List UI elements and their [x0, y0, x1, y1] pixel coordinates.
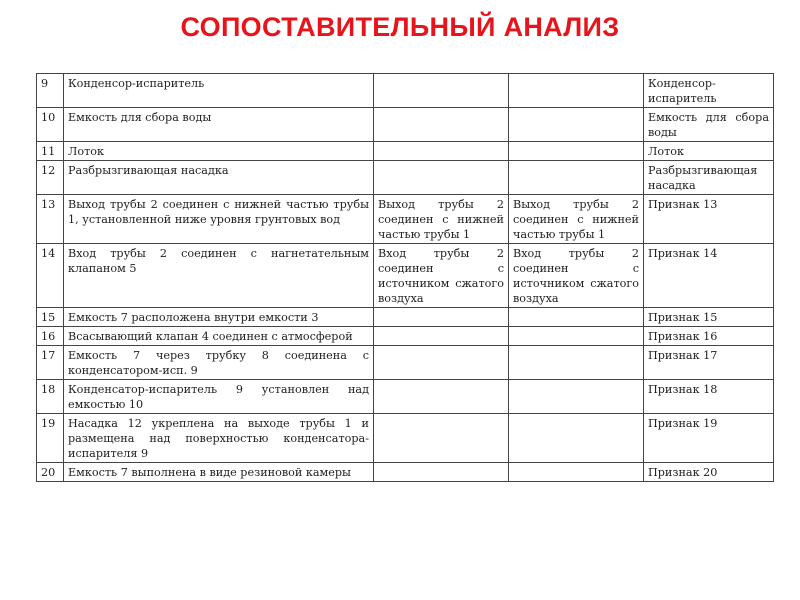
- analog-2-cell: [509, 161, 644, 195]
- analog-1-cell: [374, 308, 509, 327]
- feature-cell: Насадка 12 укреплена на выходе трубы 1 и размещена над поверхностью конденсатора-испарителя 9: [64, 414, 374, 463]
- table-row: [37, 244, 774, 308]
- analog-1-cell: [374, 346, 509, 380]
- sign-cell: Признак 20: [644, 463, 774, 482]
- sign-cell: Емкость для сбора воды: [644, 108, 774, 142]
- analog-2-cell: [509, 463, 644, 482]
- feature-cell: Конденсор-испаритель: [64, 74, 374, 108]
- table-row: [37, 161, 774, 195]
- table-row: [37, 414, 774, 463]
- analog-1-cell: [374, 142, 509, 161]
- row-number-cell: 13: [37, 195, 64, 244]
- feature-cell: Емкость 7 через трубку 8 соединена с конденсатором-исп. 9: [64, 346, 374, 380]
- analog-1-cell: [374, 161, 509, 195]
- analog-1-cell: [374, 108, 509, 142]
- row-number-cell: 17: [37, 346, 64, 380]
- feature-cell: Емкость 7 выполнена в виде резиновой камеры: [64, 463, 374, 482]
- feature-cell: Выход трубы 2 соединен с нижней частью трубы 1, установленной ниже уровня грунтовых вод: [64, 195, 374, 244]
- sign-cell: Признак 14: [644, 244, 774, 308]
- table-row: [37, 308, 774, 327]
- table-row: [37, 74, 774, 108]
- table-row: [37, 195, 774, 244]
- sign-cell: Разбрызгивающая насадка: [644, 161, 774, 195]
- analog-1-cell: Вход трубы 2 соединен с источником сжатого воздуха: [374, 244, 509, 308]
- analog-2-cell: [509, 414, 644, 463]
- slide-title: СОПОСТАВИТЕЛЬНЫЙ АНАЛИЗ: [180, 12, 620, 42]
- sign-cell: Признак 18: [644, 380, 774, 414]
- sign-cell: Признак 17: [644, 346, 774, 380]
- row-number-cell: 19: [37, 414, 64, 463]
- analog-2-cell: Вход трубы 2 соединен с источником сжатого воздуха: [509, 244, 644, 308]
- table-row: [37, 346, 774, 380]
- feature-cell: Конденсатор-испаритель 9 установлен над емкостью 10: [64, 380, 374, 414]
- sign-cell: Признак 19: [644, 414, 774, 463]
- sign-cell: Признак 16: [644, 327, 774, 346]
- table-row: [37, 108, 774, 142]
- feature-cell: Лоток: [64, 142, 374, 161]
- sign-cell: Лоток: [644, 142, 774, 161]
- feature-cell: Емкость 7 расположена внутри емкости 3: [64, 308, 374, 327]
- analog-1-cell: [374, 327, 509, 346]
- row-number-cell: 14: [37, 244, 64, 308]
- analog-1-cell: [374, 380, 509, 414]
- analog-1-cell: [374, 414, 509, 463]
- analog-2-cell: Выход трубы 2 соединен с нижней частью трубы 1: [509, 195, 644, 244]
- row-number-cell: 10: [37, 108, 64, 142]
- row-number-cell: 16: [37, 327, 64, 346]
- row-number-cell: 12: [37, 161, 64, 195]
- sign-cell: Признак 15: [644, 308, 774, 327]
- analog-1-cell: [374, 463, 509, 482]
- row-number-cell: 18: [37, 380, 64, 414]
- table-row: [37, 142, 774, 161]
- analog-1-cell: [374, 74, 509, 108]
- feature-cell: Емкость для сбора воды: [64, 108, 374, 142]
- table-row: [37, 327, 774, 346]
- analog-2-cell: [509, 327, 644, 346]
- analog-2-cell: [509, 142, 644, 161]
- feature-cell: Всасывающий клапан 4 соединен с атмосферой: [64, 327, 374, 346]
- table-row: [37, 463, 774, 482]
- row-number-cell: 9: [37, 74, 64, 108]
- row-number-cell: 11: [37, 142, 64, 161]
- sign-cell: Признак 13: [644, 195, 774, 244]
- row-number-cell: 20: [37, 463, 64, 482]
- analog-1-cell: Выход трубы 2 соединен с нижней частью трубы 1: [374, 195, 509, 244]
- table-row: [37, 380, 774, 414]
- analog-2-cell: [509, 74, 644, 108]
- table-body: [37, 74, 774, 482]
- analog-2-cell: [509, 346, 644, 380]
- row-number-cell: 15: [37, 308, 64, 327]
- analog-2-cell: [509, 108, 644, 142]
- analog-2-cell: [509, 380, 644, 414]
- sign-cell: Конденсор-испаритель: [644, 74, 774, 108]
- comparison-table: [36, 73, 774, 482]
- feature-cell: Разбрызгивающая насадка: [64, 161, 374, 195]
- feature-cell: Вход трубы 2 соединен с нагнетательным клапаном 5: [64, 244, 374, 308]
- analog-2-cell: [509, 308, 644, 327]
